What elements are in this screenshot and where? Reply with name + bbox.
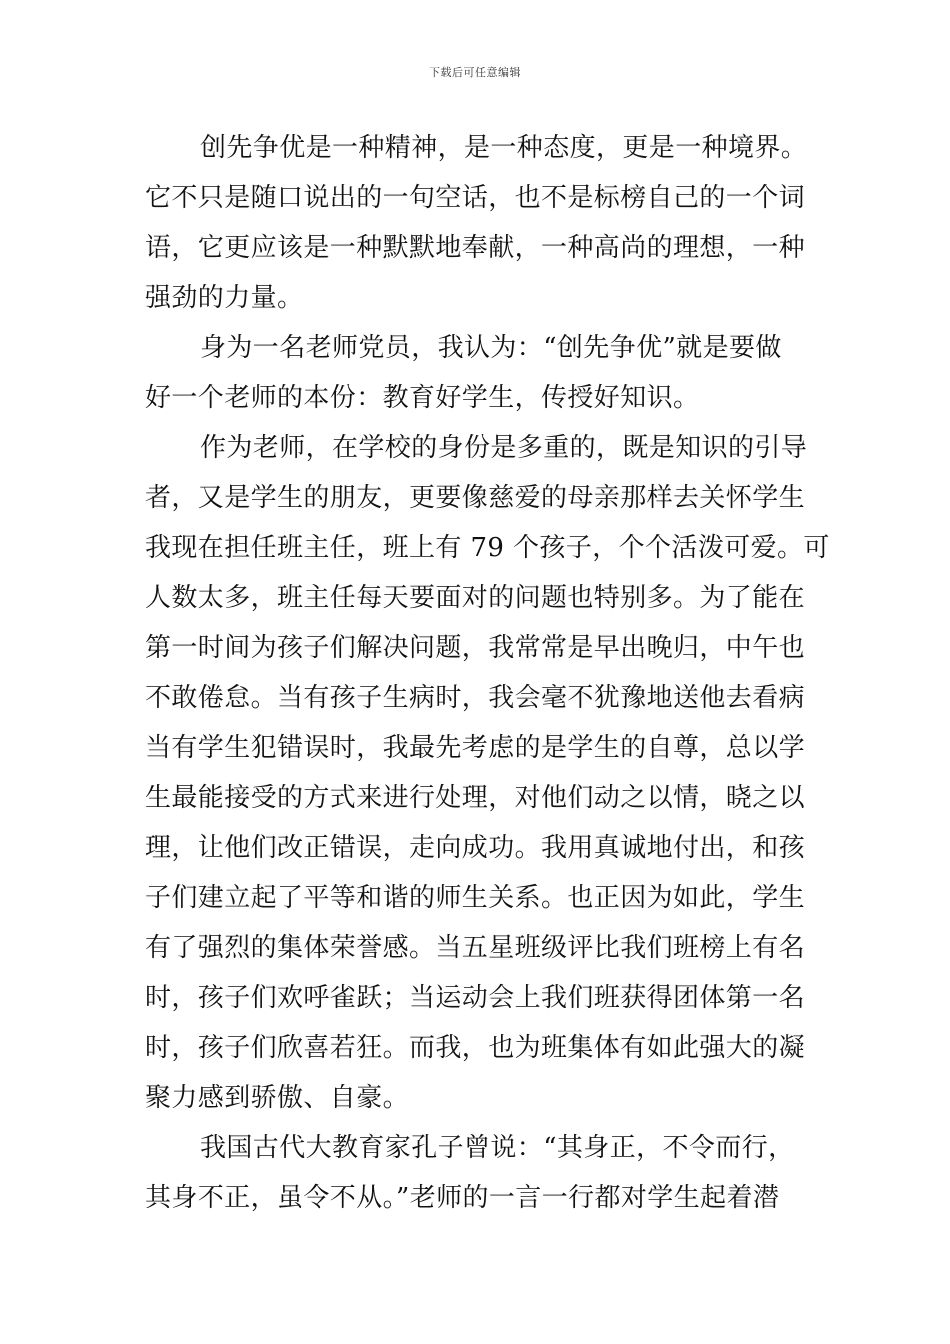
paragraph-line: 有了强烈的集体荣誉感。当五星班级评比我们班榜上有名 (145, 933, 806, 963)
paragraph-line: 创先争优是一种精神，是一种态度，更是一种境界。 (200, 133, 808, 163)
paragraph-line: 强劲的力量。 (145, 283, 304, 313)
paragraph-line: 第一时间为孩子们解决问题，我常常是早出晚归，中午也 (145, 633, 806, 663)
paragraph-line: 当有学生犯错误时，我最先考虑的是学生的自尊，总以学 (145, 733, 806, 763)
paragraph-line: 它不只是随口说出的一句空话，也不是标榜自己的一个词 (145, 183, 806, 213)
page-header: 下载后可任意编辑 (429, 66, 521, 79)
paragraph-line: 子们建立起了平等和谐的师生关系。也正因为如此，学生 (145, 883, 806, 913)
paragraph-line: 不敢倦怠。当有孩子生病时，我会毫不犹豫地送他去看病 (145, 683, 806, 713)
paragraph-line: 好一个老师的本份：教育好学生，传授好知识。 (145, 383, 700, 413)
paragraph-line: 其身不正，虽令不从。”老师的一言一行都对学生起着潜 (145, 1183, 780, 1213)
paragraph-line: 语，它更应该是一种默默地奉献，一种高尚的理想，一种 (145, 233, 806, 263)
paragraph-line: 时，孩子们欢呼雀跃；当运动会上我们班获得团体第一名 (145, 983, 806, 1013)
paragraph-line: 我现在担任班主任，班上有 79 个孩子，个个活泼可爱。可 (145, 533, 830, 563)
paragraph-line: 身为一名老师党员，我认为：“创先争优”就是要做 (200, 333, 782, 363)
paragraph-line: 人数太多，班主任每天要面对的问题也特别多。为了能在 (145, 583, 806, 613)
paragraph-line: 者，又是学生的朋友，更要像慈爱的母亲那样去关怀学生 (145, 483, 806, 513)
paragraph-line: 作为老师，在学校的身份是多重的，既是知识的引导 (200, 433, 808, 463)
paragraph-line: 聚力感到骄傲、自豪。 (145, 1083, 410, 1113)
paragraph-line: 生最能接受的方式来进行处理，对他们动之以情，晓之以 (145, 783, 806, 813)
paragraph-line: 我国古代大教育家孔子曾说：“其身正，不令而行， (200, 1133, 795, 1163)
paragraph-line: 时，孩子们欣喜若狂。而我，也为班集体有如此强大的凝 (145, 1033, 806, 1063)
paragraph-line: 理，让他们改正错误，走向成功。我用真诚地付出，和孩 (145, 833, 806, 863)
